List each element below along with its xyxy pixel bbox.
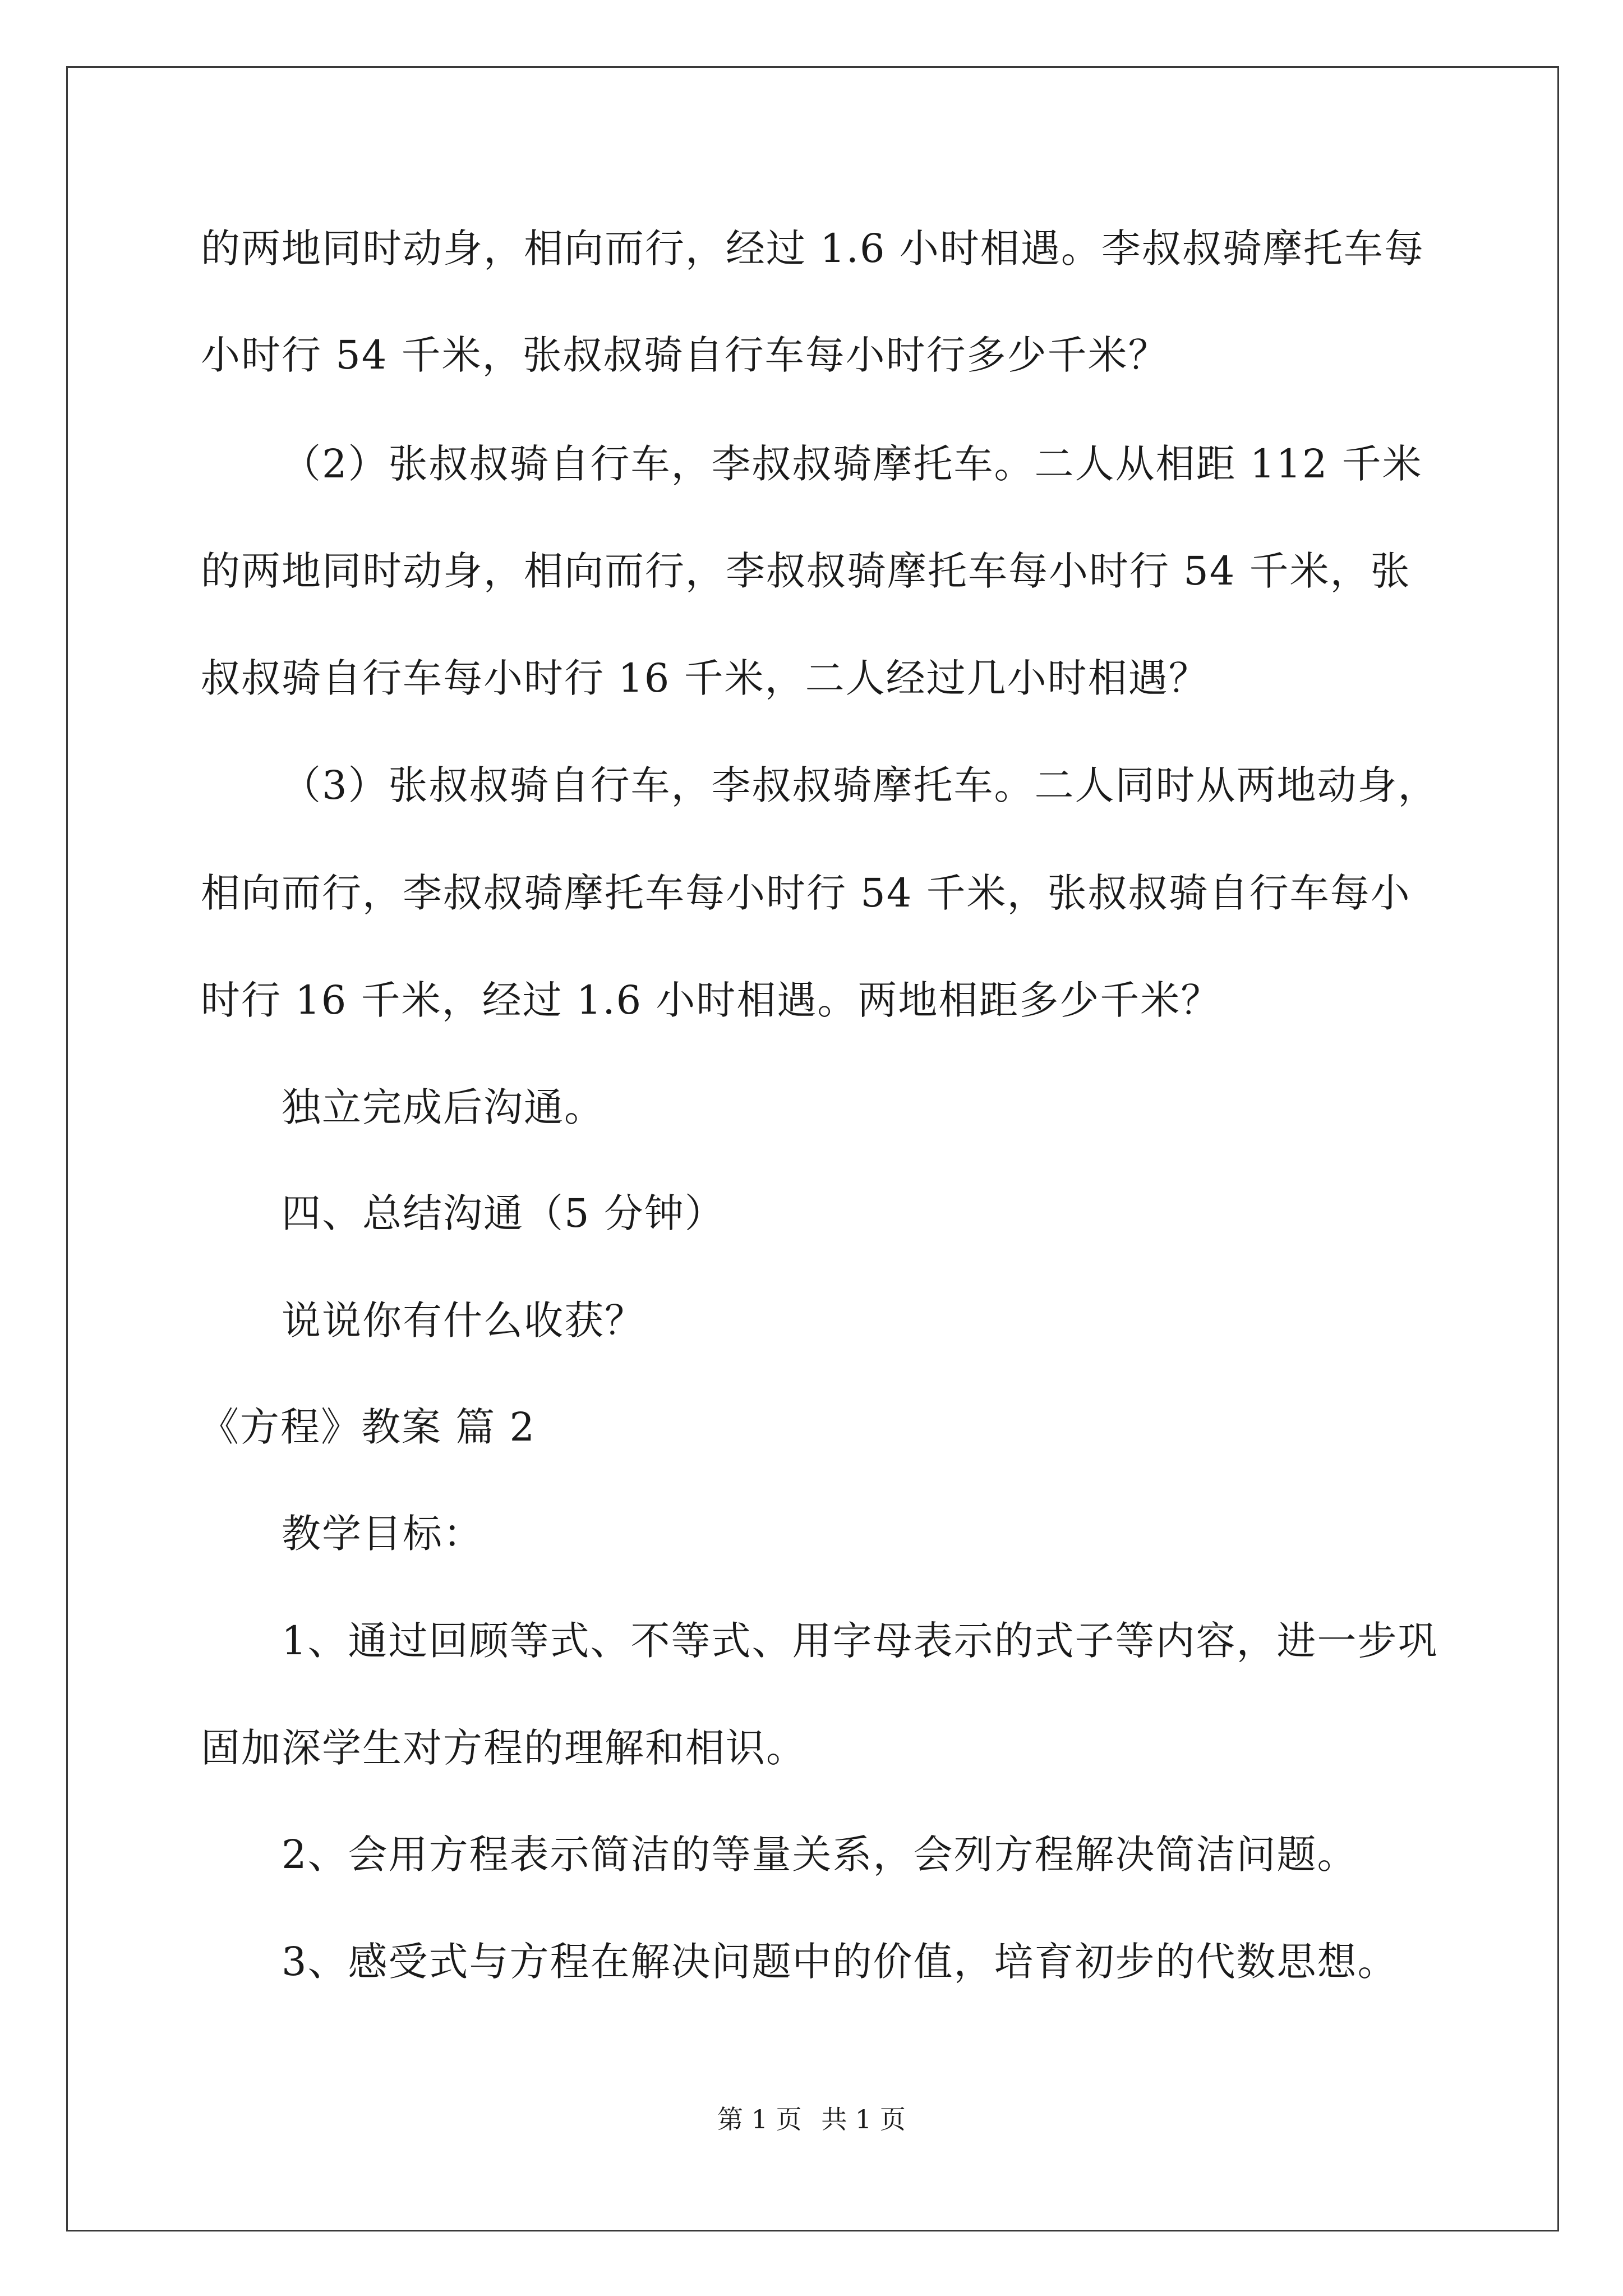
body-text-line: 的两地同时动身，相向而行，李叔叔骑摩托车每小时行 54 千米，张	[201, 548, 1411, 594]
document-title: 《方程》教案 篇 2	[200, 1404, 536, 1450]
list-item: 2、会用方程表示简洁的等量关系，会列方程解决简洁问题。	[282, 1832, 1358, 1878]
body-text-line: 独立完成后沟通。	[282, 1084, 605, 1130]
body-text-line: 相向而行，李叔叔骑摩托车每小时行 54 千米，张叔叔骑自行车每小	[201, 870, 1411, 916]
page-number-current: 第 1 页	[717, 2104, 802, 2134]
list-item: 1、通过回顾等式、不等式、用字母表示的式子等内容，进一步巩	[282, 1618, 1438, 1664]
page-border	[66, 66, 1559, 2231]
body-text-line: （2）张叔叔骑自行车，李叔叔骑摩托车。二人从相距 112 千米	[282, 441, 1423, 487]
body-text-line: （3）张叔叔骑自行车，李叔叔骑摩托车。二人同时从两地动身，	[282, 762, 1438, 808]
page-footer	[0, 2102, 1623, 2136]
body-text-line: 的两地同时动身，相向而行，经过 1.6 小时相遇。李叔叔骑摩托车每	[201, 226, 1424, 272]
body-text-line: 叔叔骑自行车每小时行 16 千米，二人经过几小时相遇？	[201, 655, 1209, 701]
body-text-line: 小时行 54 千米，张叔叔骑自行车每小时行多少千米？	[201, 332, 1169, 378]
list-item: 3、感受式与方程在解决问题中的价值，培育初步的代数思想。	[282, 1939, 1398, 1985]
page-number-total: 共 1 页	[821, 2104, 906, 2134]
body-text-line: 时行 16 千米，经过 1.6 小时相遇。两地相距多少千米？	[201, 977, 1221, 1023]
body-text-line: 固加深学生对方程的理解和相识。	[201, 1725, 806, 1771]
body-text-line: 说说你有什么收获？	[282, 1297, 645, 1343]
section-heading: 四、总结沟通（5 分钟）	[282, 1190, 725, 1236]
section-heading: 教学目标：	[282, 1511, 483, 1557]
